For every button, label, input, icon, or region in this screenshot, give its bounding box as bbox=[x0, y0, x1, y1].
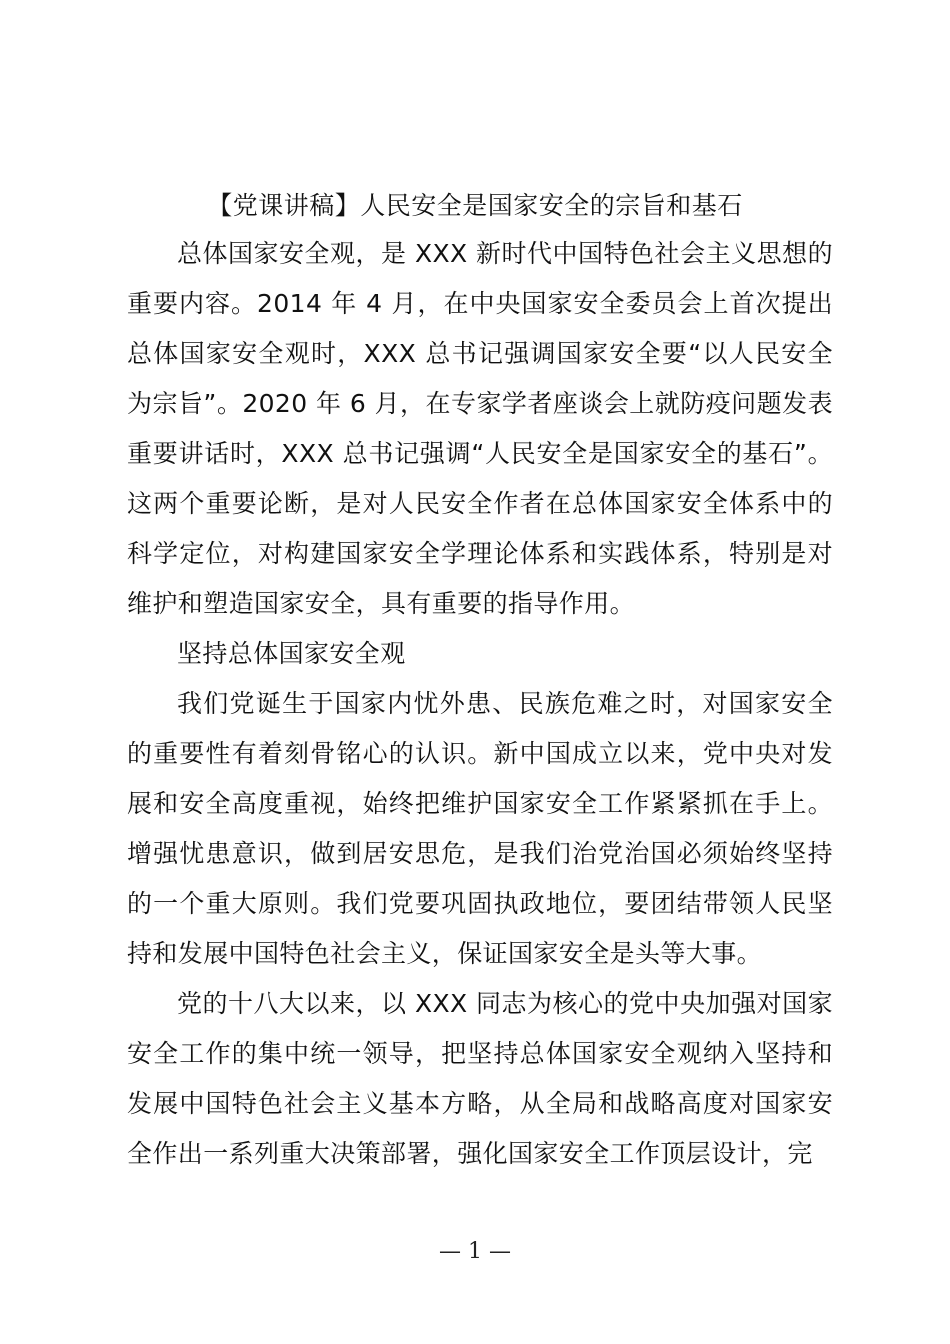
paragraph-eighteenth-congress: 党的十八大以来，以 XXX 同志为核心的党中央加强对国家安全工作的集中统一领导，把坚持总体国家安全观纳入坚持和发展中国特色社会主义基本方略，从全局和战略高度对国家安全作出一系列重大决策部署，强化国家安全工作顶层设计，完 bbox=[127, 989, 833, 1168]
document-title: 【党课讲稿】人民安全是国家安全的宗旨和基石 bbox=[207, 191, 743, 220]
section-heading: 坚持总体国家安全观 bbox=[177, 639, 406, 668]
paragraph-intro: 总体国家安全观，是 XXX 新时代中国特色社会主义思想的重要内容。2014 年 4 月，在中央国家安全委员会上首次提出总体国家安全观时，XXX 总书记强调国家安全要“以人民安全为宗旨”。2020 年 6 月，在专家学者座谈会上就防疫问题发表重要讲话时，XXX 总书记强调“人民安全是国家安全的基石”。这两个重要论断，是对人民安全作者在总体国家安全体系中的科学定位，对构建国家安全学理论体系和实践体系，特别是对维护和塑造国家安全，具有重要的指导作用。 bbox=[127, 239, 833, 618]
paragraph-history: 我们党诞生于国家内忧外患、民族危难之时，对国家安全的重要性有着刻骨铭心的认识。新中国成立以来，党中央对发展和安全高度重视，始终把维护国家安全工作紧紧抓在手上。增强忧患意识，做到居安思危，是我们治党治国必须始终坚持的一个重大原则。我们党要巩固执政地位，要团结带领人民坚持和发展中国特色社会主义，保证国家安全是头等大事。 bbox=[127, 689, 833, 968]
page-number: — 1 — bbox=[439, 1239, 511, 1264]
